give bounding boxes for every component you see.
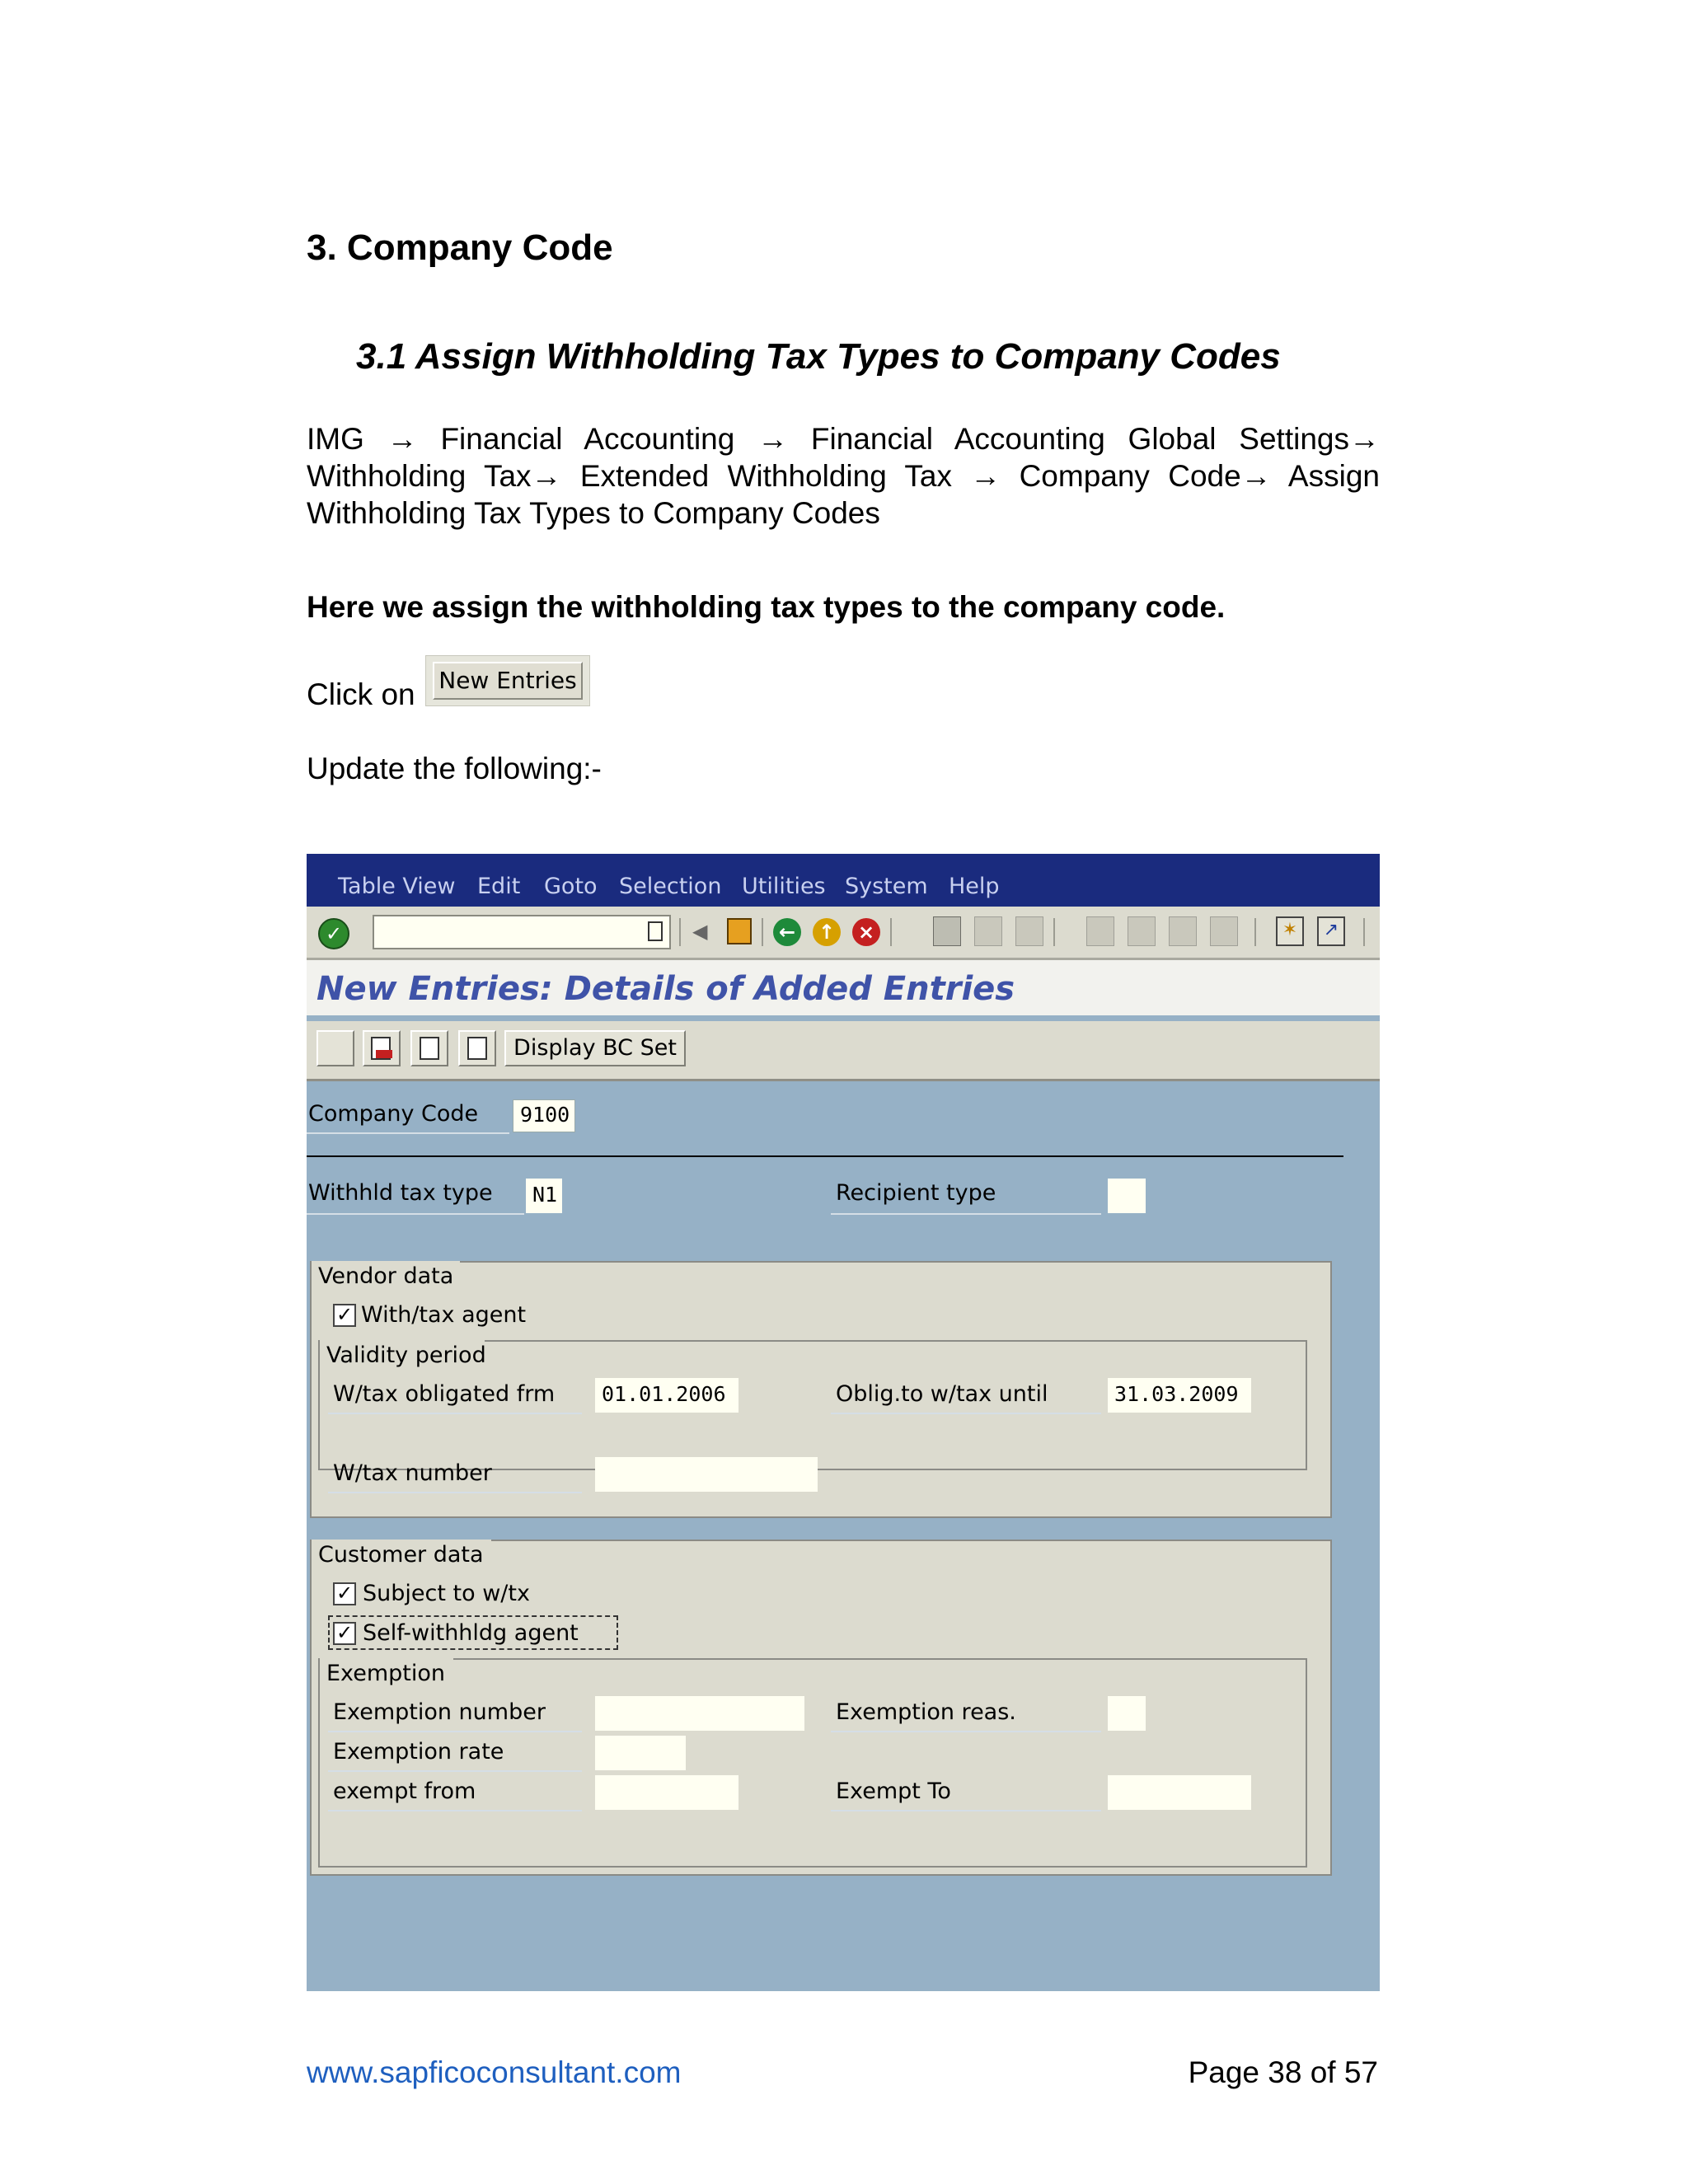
exit-icon[interactable]: ↑ [813, 918, 841, 946]
with-tax-agent-label: With/tax agent [361, 1302, 527, 1328]
obligated-from-label: W/tax obligated frm [333, 1381, 556, 1407]
self-withhldg-agent-checkbox[interactable]: ✓ [333, 1622, 356, 1645]
first-page-icon[interactable] [1086, 916, 1114, 946]
menu-help[interactable]: Help [949, 874, 1000, 899]
withhld-tax-type-field[interactable]: N1 [526, 1179, 562, 1213]
find-icon[interactable] [974, 916, 1002, 946]
customer-data-title: Customer data [312, 1540, 491, 1572]
header-divider [307, 1155, 1343, 1157]
previous-entry-icon[interactable] [410, 1030, 448, 1066]
display-bc-set-button[interactable]: Display BC Set [504, 1030, 686, 1066]
img-menu-path: IMG → Financial Accounting → Financial Accounting Global Settings→ Withholding Tax→ Extended Withholding Tax → Company Code→ Assign Withholding Tax Types to Company Codes [307, 422, 1380, 530]
exemption-reason-label: Exemption reas. [836, 1699, 1016, 1725]
collapse-icon[interactable]: ◀ [692, 920, 708, 943]
new-entries-button: New Entries [433, 662, 583, 700]
with-tax-agent-checkbox[interactable]: ✓ [333, 1304, 356, 1327]
menu-selection[interactable]: Selection [619, 874, 722, 899]
menu-table-view[interactable]: Table View [338, 874, 456, 899]
oblig-until-field[interactable]: 31.03.2009 [1108, 1378, 1251, 1413]
exemption-reason-field[interactable] [1108, 1696, 1146, 1731]
validity-period-title: Validity period [320, 1340, 485, 1373]
exemption-number-label: Exemption number [333, 1699, 546, 1725]
obligated-from-field[interactable]: 01.01.2006 [595, 1378, 738, 1413]
subject-to-wtx-checkbox[interactable]: ✓ [333, 1582, 356, 1605]
exempt-to-field[interactable] [1108, 1775, 1251, 1810]
command-field[interactable] [373, 915, 671, 949]
section-heading: 3. Company Code [307, 227, 613, 268]
next-page-icon[interactable] [1169, 916, 1197, 946]
menu-system[interactable]: System [845, 874, 928, 899]
exempt-to-label: Exempt To [836, 1779, 951, 1804]
exemption-number-field[interactable] [595, 1696, 804, 1731]
subsection-heading: 3.1 Assign Withholding Tax Types to Company Codes [356, 336, 1281, 377]
command-history-icon[interactable] [648, 921, 663, 941]
back-icon[interactable]: ← [773, 918, 801, 946]
intro-text: Here we assign the withholding tax types to the company code. [307, 590, 1226, 624]
screen-title: New Entries: Details of Added Entries [316, 970, 1015, 1008]
find-next-icon[interactable] [1015, 916, 1043, 946]
sap-menu-bar [307, 854, 1380, 907]
menu-edit[interactable]: Edit [477, 874, 521, 899]
menu-goto[interactable]: Goto [544, 874, 598, 899]
display-change-icon[interactable] [316, 1030, 354, 1066]
create-session-icon[interactable]: ✶ [1276, 916, 1304, 946]
exempt-from-label: exempt from [333, 1779, 476, 1804]
wtax-number-field[interactable] [595, 1457, 818, 1492]
exemption-title: Exemption [320, 1658, 453, 1691]
shortcut-icon[interactable]: ↗ [1317, 916, 1345, 946]
self-withhldg-agent-label: Self-withhldg agent [363, 1620, 579, 1646]
vendor-data-title: Vendor data [312, 1261, 460, 1294]
print-icon[interactable] [933, 916, 961, 946]
recipient-type-field[interactable] [1108, 1179, 1146, 1213]
enter-icon[interactable]: ✓ [318, 918, 349, 949]
footer-website-link[interactable]: www.sapficoconsultant.com [307, 2055, 682, 2089]
exemption-rate-field[interactable] [595, 1736, 686, 1770]
cancel-icon[interactable]: × [852, 918, 880, 946]
click-on-text: Click on [307, 677, 415, 711]
new-entries-button-image [425, 655, 590, 706]
subject-to-wtx-label: Subject to w/tx [363, 1581, 530, 1606]
last-page-icon[interactable] [1210, 916, 1238, 946]
recipient-type-label: Recipient type [836, 1180, 996, 1206]
exemption-rate-label: Exemption rate [333, 1739, 504, 1765]
oblig-until-label: Oblig.to w/tax until [836, 1381, 1048, 1407]
company-code-label: Company Code [308, 1101, 479, 1127]
menu-utilities[interactable]: Utilities [742, 874, 826, 899]
next-entry-icon[interactable] [458, 1030, 496, 1066]
standard-toolbar [307, 907, 1380, 960]
company-code-field[interactable]: 9100 [513, 1099, 575, 1132]
sap-screenshot [307, 854, 1380, 1991]
delete-icon[interactable] [363, 1030, 401, 1066]
update-text: Update the following:- [307, 752, 602, 785]
withhld-tax-type-label: Withhld tax type [308, 1180, 493, 1206]
save-icon[interactable] [727, 918, 752, 944]
previous-page-icon[interactable] [1128, 916, 1156, 946]
application-toolbar [307, 1021, 1380, 1081]
footer-page-number: Page 38 of 57 [1188, 2055, 1378, 2089]
wtax-number-label: W/tax number [333, 1460, 492, 1486]
exempt-from-field[interactable] [595, 1775, 738, 1810]
